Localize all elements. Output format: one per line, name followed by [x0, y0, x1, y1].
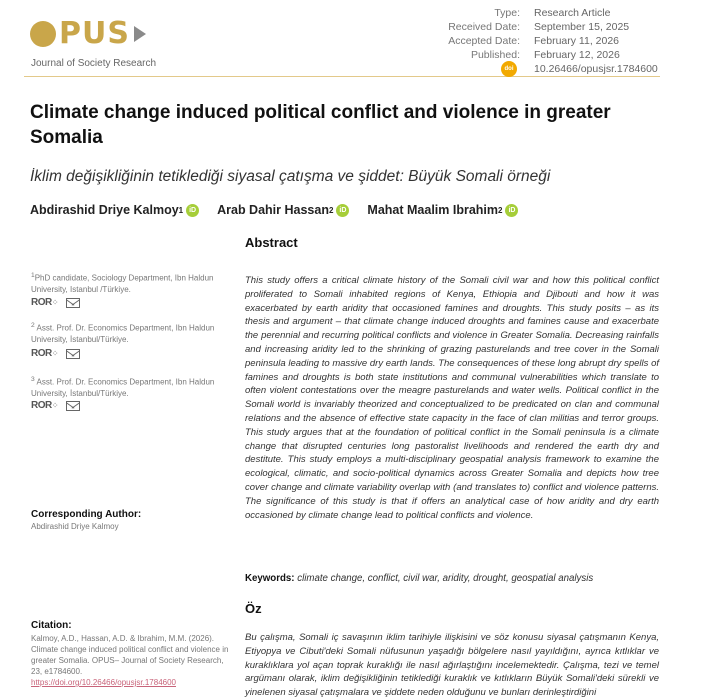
email-icon[interactable]	[66, 298, 80, 308]
corresponding-author-name: Abdirashid Driye Kalmoy	[31, 522, 119, 531]
abstract-heading: Abstract	[245, 235, 298, 250]
author: Mahat Maalim Ibrahim 2 iD	[367, 203, 518, 217]
oz-text: Bu çalışma, Somali iç savaşının iklim tarihiyle ilişkisini ve söz konusu siyasal çatışmanın Kenya, Etiyopya ve Cibuti'deki Somali nüfusunun yaşadığı bölgelere nasıl yayıldığını, ayrıca kıtlıklar ve kuraklıklara yol açan toprak kuraklığı ile nasıl ağırlaştığını incelemektedir. Çalışma, tezi ve temel argümanı olarak, iklim değişikliğinin tetiklediği kuraklık ve kıtlıkların Büyük Somali'deki sürekli ve yinelenen siyasal çatışmalara ve şiddete neden olduğunu ve bunları derinleştirdiğini	[245, 632, 659, 699]
meta-published: Published: February 12, 2026	[470, 49, 620, 61]
author-name: Abdirashid Driye Kalmoy	[30, 203, 179, 217]
meta-received: Received Date: September 15, 2025	[448, 21, 630, 33]
article-meta	[420, 6, 658, 76]
affiliation-icons	[31, 348, 80, 359]
author-list	[30, 203, 536, 217]
author-name: Arab Dahir Hassan	[217, 203, 329, 217]
author-name: Mahat Maalim Ibrahim	[367, 203, 499, 217]
author: Abdirashid Driye Kalmoy 1 iD	[30, 203, 199, 217]
meta-accepted: Accepted Date: February 11, 2026	[448, 35, 620, 47]
author: Arab Dahir Hassan 2 iD	[217, 203, 349, 217]
keywords-value: climate change, conflict, civil war, aridity, drought, geospatial analysis	[297, 573, 594, 584]
keywords	[245, 573, 659, 584]
affiliation-icons	[31, 297, 80, 308]
doi-link[interactable]: 10.26466/opusjsr.1784600	[534, 63, 658, 75]
orcid-icon[interactable]: iD	[505, 204, 518, 217]
abstract-text: This study offers a critical climate history of the Somali civil war and how this political conflict proliferated to Somali inhabited regions of Kenya, Ethiopia and Djibouti and how it was exacerbated by earth aridity that occasioned famines and droughts. This study posits – as its thesis and argument – that climate change induced droughts and famines cause and exacerbate the perennial and recurring political conflicts and violence in Greater Somalia. Decreasing rainfalls and increasing aridity led to the shrinking of grazing pasturelands and tree cover in the Somali peninsula leading to massive dry earth lands. The consequences of these long abrupt dry spells of famines and droughts is both state institutions and communal vulnerabilities which translate to often violent contestations over the meagre pasturelands and water wells. Political conflict in the Somali world is invariably theorized and conceptualized to be predicated on clan and communal relations and the absence of effective state capacity in the face of clan militias and terror groups. This study argues that at the foundation of political conflict in the Somali peninsula is a climate change that disrupted centuries long pastoralist livelihoods and rendered the earth dry and destitute. This study employs a multi-disciplinary geospatial analysis framework to examine the ecological, climatic, and socio-political dynamics across Greater Somalia and depicts how tree cover change and climate variability overlap with (and translates to) conflict and violence patterns. The significance of this study is that if offers an analytical case of how aridity and dry earth occasioned by climate change lead to political conflicts and violence.	[245, 275, 659, 521]
meta-type: Type: Research Article	[494, 7, 611, 19]
article-title: Climate change induced political conflict and violence in greater Somalia	[30, 102, 611, 148]
orcid-icon[interactable]: iD	[336, 204, 349, 217]
email-icon[interactable]	[66, 401, 80, 411]
logo-play-icon	[134, 26, 146, 42]
oz-heading: Öz	[245, 601, 262, 616]
logo-text: PUS	[59, 16, 130, 51]
email-icon[interactable]	[66, 349, 80, 359]
affiliation: $^3$ Asst. Prof. Dr. Economics Department, Ibn Haldun University, İstanbul/Türkiye.	[31, 376, 215, 398]
journal-logo	[30, 14, 170, 54]
citation-doi-link[interactable]: https://doi.org/10.26466/opusjsr.1784600	[31, 678, 176, 687]
citation-text: Kalmoy, A.D., Hassan, A.D. & Ibrahim, M.M. (2026). Climate change induced political conflict and violence in greater Somalia. OPUS– Journal of Society Research, 23, e1784600. https://doi.org/10.26466/opusjsr.1784600	[31, 634, 229, 687]
journal-name: Journal of Society Research	[31, 58, 157, 69]
ror-icon[interactable]: ROR⁘	[31, 297, 58, 308]
affiliation-icons	[31, 400, 80, 411]
affiliation: $^2$ Asst. Prof. Dr. Economics Department, Ibn Haldun University, İstanbul/Türkiye.	[31, 322, 215, 344]
doi-icon: doi	[501, 61, 517, 77]
article-subtitle: İklim değişikliğinin tetiklediği siyasal çatışma ve şiddet: Büyük Somali örneği	[30, 168, 551, 185]
corresponding-author-heading: Corresponding Author:	[31, 509, 142, 520]
meta-doi[interactable]	[420, 62, 658, 76]
header-divider	[24, 76, 660, 77]
ror-icon[interactable]: ROR⁘	[31, 400, 58, 411]
citation-heading: Citation:	[31, 620, 72, 631]
affiliation: $^1$PhD candidate, Sociology Department, Ibn Haldun University, Istanbul /Türkiye.	[31, 272, 214, 294]
keywords-label: Keywords:	[245, 573, 295, 584]
ror-icon[interactable]: ROR⁘	[31, 348, 58, 359]
orcid-icon[interactable]: iD	[186, 204, 199, 217]
logo-o-mark	[30, 21, 56, 47]
